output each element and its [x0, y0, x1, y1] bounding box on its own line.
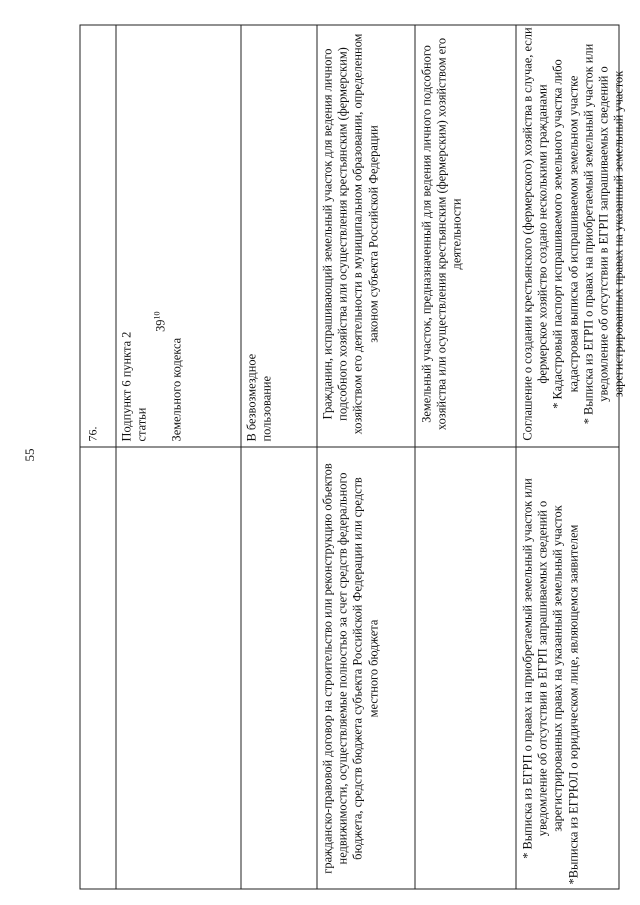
column-divider: [516, 25, 517, 890]
table-border-right: [80, 25, 620, 26]
table-border-left: [80, 889, 620, 890]
row2-number-cell: 76.: [85, 426, 100, 442]
row1-applicant-cell: гражданско-правовой договор на строительство или реконструкцию объектов недвижимости, осуществляемые полностью за счет средств федерального бюджета, средств бюджета субъекта Российской Федерации или средств местного бюджета: [320, 463, 381, 874]
row2-document-3: * Выписка из ЕГРП о правах на приобретаемый земельный участок или уведомление об отсутствии в ЕГРП запрашиваемых сведений о зарегистрированных правах на указанный земельный участок: [581, 43, 626, 425]
row2-documents-cell: [520, 27, 626, 442]
article-number: $39^{10}$: [152, 311, 168, 332]
row2-legal-basis-cell: Подпункт 6 пункта 2 статьи $39^{10}$ Земельного кодекса: [120, 302, 238, 442]
row1-documents-cell: [521, 453, 617, 885]
document-table: [80, 25, 626, 890]
row2-document-2: * Кадастровый паспорт испрашиваемого земельного участка либо кадастровая выписка об испрашиваемом земельном участке: [550, 59, 581, 409]
row2-right-type-cell: В безвозмездное пользование: [244, 353, 274, 442]
row-divider: [80, 447, 620, 448]
row2-document-1: Соглашение о создании крестьянского (фермерского) хозяйства в случае, если фермерское хозяйство создано несколькими гражданами: [520, 27, 550, 441]
column-divider: [317, 25, 318, 890]
page-number: 55: [22, 448, 37, 462]
row2-applicant-cell: Гражданин, испрашивающий земельный участок для ведения личного подсобного хозяйства или осуществления крестьянским (фермерским) хозяйством его деятельности в муниципальном образовании, определенном законом субъекта Российской Федерации: [320, 33, 381, 435]
row1-document-2: *Выписка из ЕГРЮЛ о юридическом лице, являющемся заявителем: [566, 524, 581, 885]
column-divider: [116, 25, 117, 890]
column-divider: [241, 25, 242, 890]
column-divider: [415, 25, 416, 890]
row2-land-plot-cell: Земельный участок, предназначенный для ведения личного подсобного хозяйства или осуществления крестьянским (фермерским) хозяйством его деятельности: [419, 37, 464, 431]
table-border-top: [80, 25, 81, 890]
row1-document-1: * Выписка из ЕГРП о правах на приобретаемый земельный участок или уведомление об отсутствии в ЕГРП запрашиваемых сведений о зарегистрированных правах на указанный земельный участок: [520, 478, 565, 859]
